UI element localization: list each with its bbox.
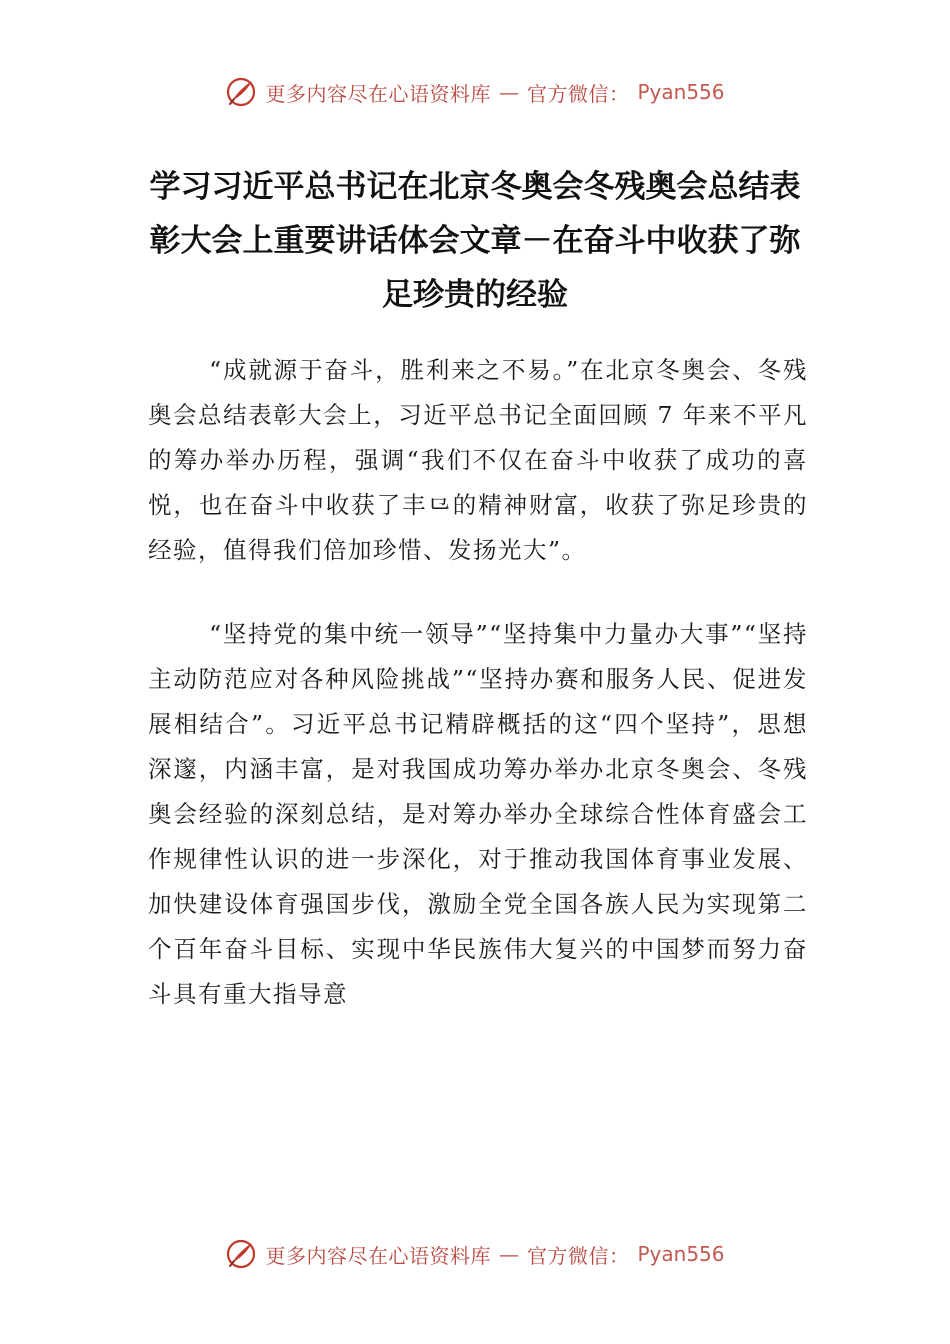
- banner-separator: —: [498, 1242, 519, 1266]
- quill-logo-icon: [225, 1238, 257, 1270]
- body-paragraph-2: “坚持党的集中统一领导”“坚持集中力量办大事”“坚持主动防范应对各种风险挑战”“坚持办赛和服务人民、促进发展相结合”。习近平总书记精辟概括的这“四个坚持”，思想深邃，内涵丰富，是对我国成功筹办举办北京冬奥会、冬残奥会经验的深刻总结，是对筹办举办全球综合性体育盛会工作规律性认识的进一步深化，对于推动我国体育事业发展、加快建设体育强国步伐，激励全党全国各族人民为实现第二个百年奋斗目标、实现中华民族伟大复兴的中国梦而努力奋斗具有重大指导意: [148, 620, 808, 1008]
- banner-promo-text: 更多内容尽在心语资料库: [265, 1243, 491, 1268]
- banner-account-id: Pyan556: [637, 80, 725, 104]
- footer-banner: [0, 1234, 950, 1274]
- banner-contact-label: 官方微信：: [526, 81, 630, 106]
- banner-contact-label: 官方微信：: [526, 1243, 630, 1268]
- document-title: 学习习近平总书记在北京冬奥会冬残奥会总结表彰大会上重要讲话体会文章－在奋斗中收获了弥足珍贵的经验: [149, 169, 801, 313]
- banner-account-id: Pyan556: [637, 1242, 725, 1266]
- body-paragraph-1: “成就源于奋斗，胜利来之不易。”在北京冬奥会、冬残奥会总结表彰大会上，习近平总书记全面回顾 7 年来不平凡的筹办举办历程，强调“我们不仅在奋斗中收获了成功的喜悦，也在奋斗中收获了丰⺋的精神财富，收获了弥足珍贵的经验，值得我们倍加珍惜、发扬光大”。: [148, 356, 808, 564]
- quill-logo-icon: [225, 76, 257, 108]
- banner-separator: —: [498, 80, 519, 104]
- banner-promo-text: 更多内容尽在心语资料库: [265, 81, 491, 106]
- header-banner: [0, 72, 950, 112]
